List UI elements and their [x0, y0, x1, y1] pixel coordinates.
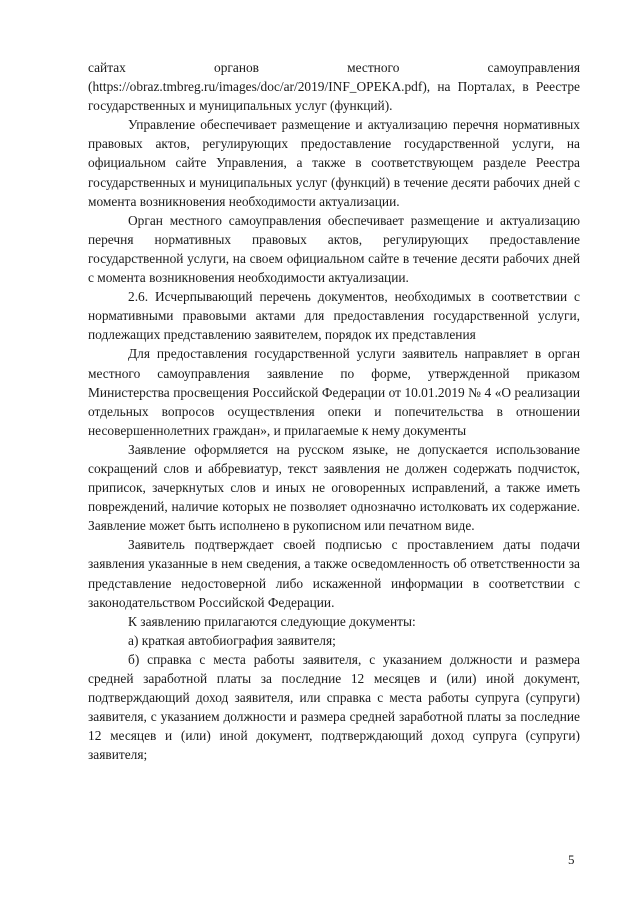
- paragraph: К заявлению прилагаются следующие документы:: [128, 613, 416, 629]
- list-item: а) краткая автобиография заявителя;: [128, 632, 336, 648]
- paragraph: Управление обеспечивает размещение и актуализацию перечня нормативных правовых актов, регулирующих предоставление государственной услуги, на официальном сайте Управления, а также в соответствующем разделе Реестра государственных и муниципальных услуг (функций) в течение десяти рабочих дней с момента возникновения необходимости актуализации.: [88, 117, 580, 209]
- section-heading: 2.6. Исчерпывающий перечень документов, необходимых в соответствии с нормативными правовыми актами для предоставления государственной услуги, подлежащих представлению заявителем, порядок их представления: [88, 289, 580, 343]
- paragraph: Для предоставления государственной услуги заявитель направляет в орган местного самоуправления заявление по форме, утвержденной приказом Министерства просвещения Российской Федерации от 10.01.2019 № 4 «О реализации отдельных вопросов осуществления опеки и попечительства в отношении несовершеннолетних граждан», и прилагаемые к нему документы: [88, 346, 580, 438]
- paragraph: Заявитель подтверждает своей подписью с проставлением даты подачи заявления указанные в нем сведения, а также осведомленность об ответственности за представление недостоверной либо искаженной информации в соответствии с законодательством Российской Федерации.: [88, 537, 580, 610]
- list-item: б) справка с места работы заявителя, с указанием должности и размера средней заработной платы за последние 12 месяцев и (или) иной документ, подтверждающий доход заявителя, или справка с места работы супруга (супруги) заявителя, с указанием должности и размера средней заработной платы за последние 12 месяцев и (или) иной документ, подтверждающий доход супруга (супруги) заявителя;: [88, 651, 580, 763]
- paragraph: Орган местного самоуправления обеспечивает размещение и актуализацию перечня нормативных правовых актов, регулирующих предоставление государственной услуги, на своем официальном сайте в течение десяти рабочих дней с момента возникновения необходимости актуализации.: [88, 212, 580, 286]
- paragraph: Заявление оформляется на русском языке, не допускается использование сокращений слов и аббревиатур, текст заявления не должен содержать подчисток, приписок, зачеркнутых слов и иных не оговоренных исправлений, а также иметь повреждений, наличие которых не позволяет однозначно истолковать их содержание. Заявление может быть исполнено в рукописном или печатном виде.: [88, 441, 580, 534]
- page-number: 5: [568, 852, 575, 867]
- document-body: [88, 58, 580, 764]
- paragraph: сайтах органов местного самоуправления (https://obraz.tmbreg.ru/images/doc/ar/2019/INF_OPEKA.pdf), на Порталах, в Реестре государственных и муниципальных услуг (функций).: [88, 60, 580, 114]
